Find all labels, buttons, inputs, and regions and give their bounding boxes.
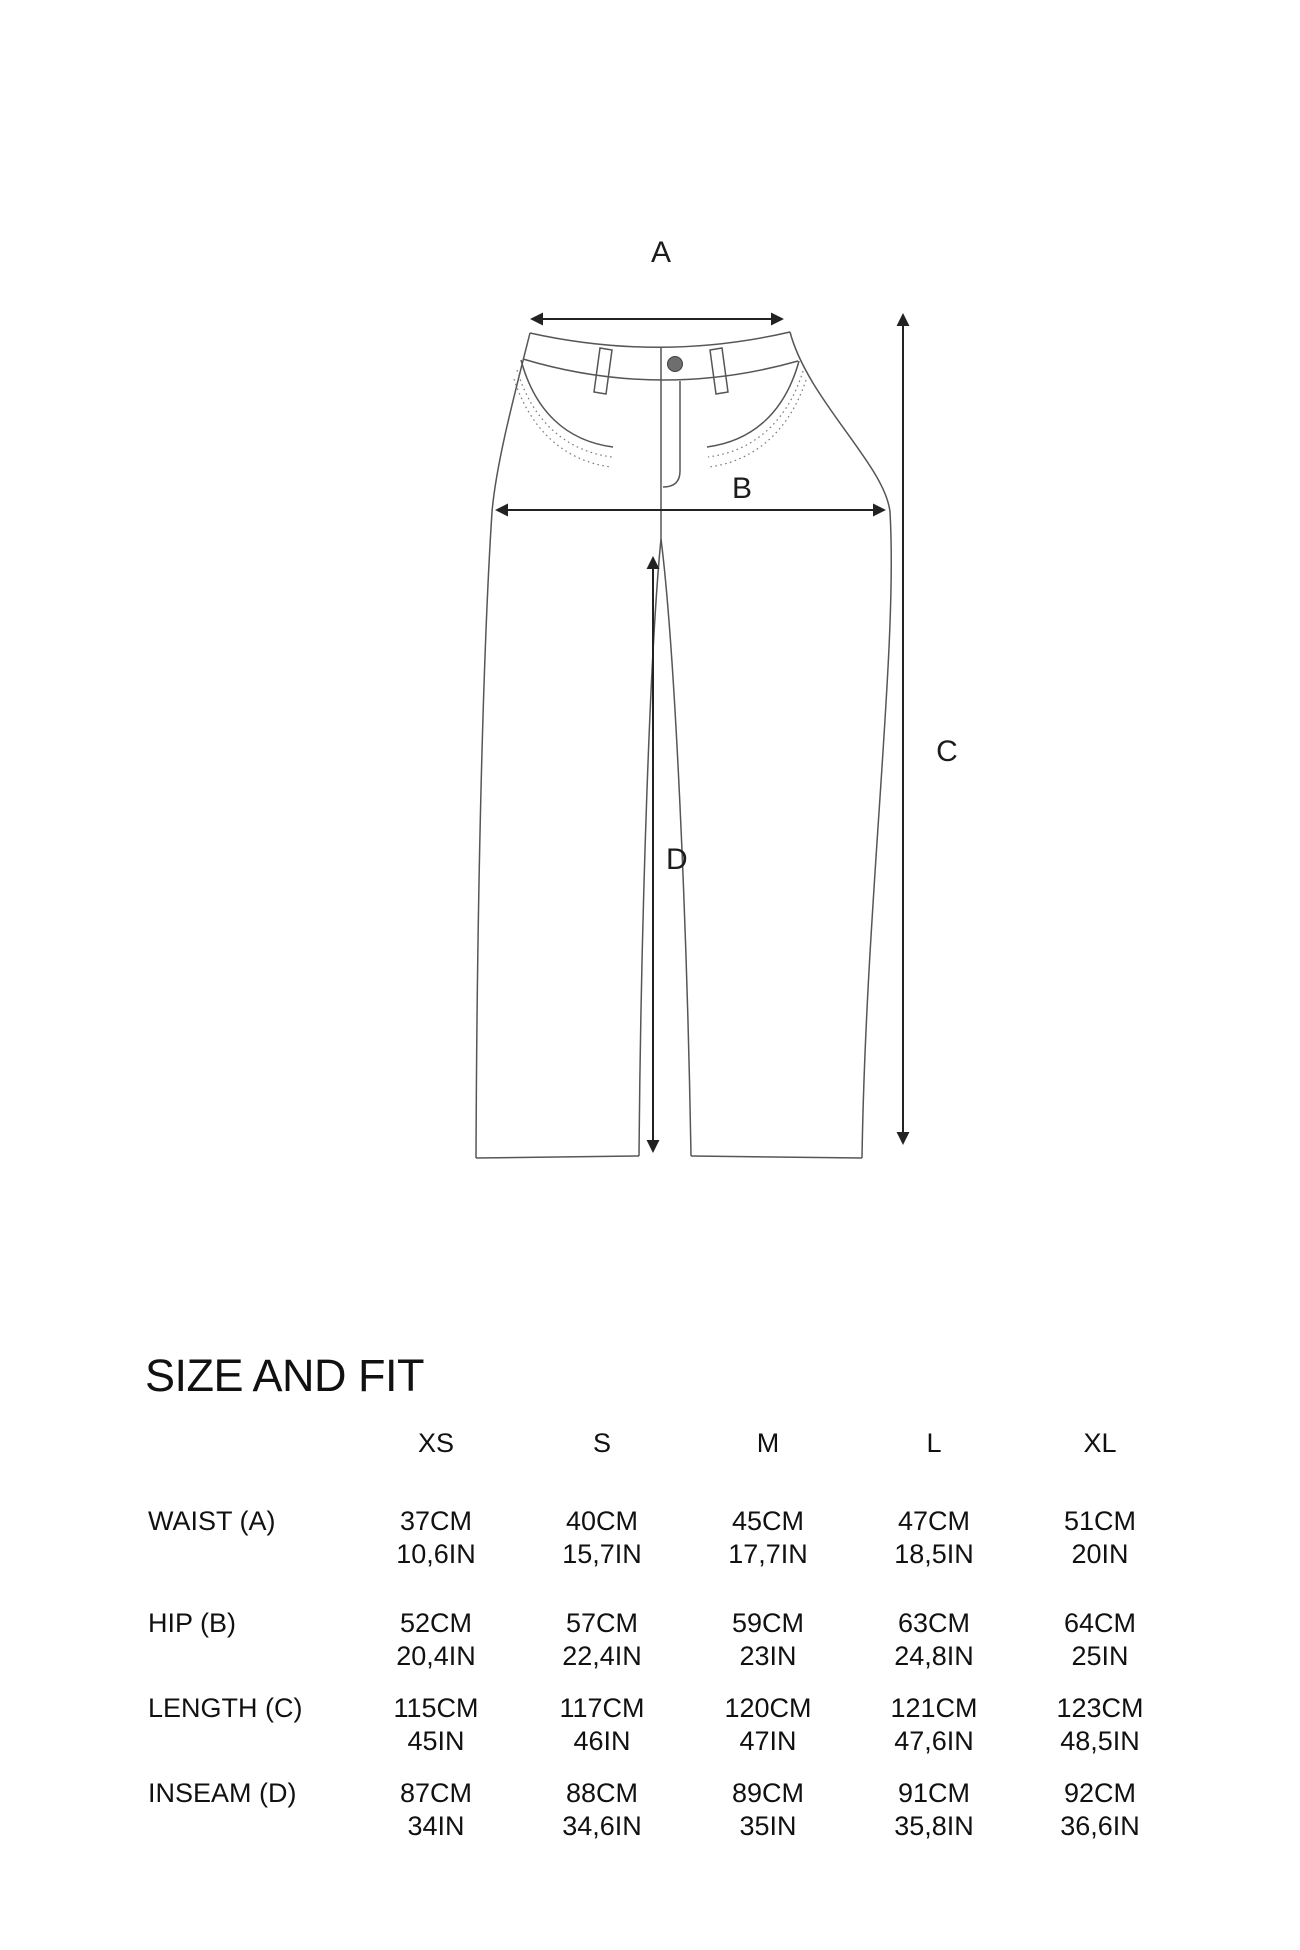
measurement-cell (353, 1692, 519, 1758)
cm-value: 121CM (890, 1693, 978, 1723)
in-value: 20,4IN (396, 1641, 476, 1671)
cm-value: 117CM (559, 1693, 645, 1723)
row-label-length: LENGTH (C) (148, 1693, 303, 1723)
in-value: 34IN (407, 1811, 465, 1841)
measurement-cell (519, 1607, 685, 1673)
measurement-cell (1017, 1692, 1183, 1758)
size-header-row (353, 1428, 1183, 1459)
page-title: SIZE AND FIT (145, 1350, 425, 1401)
size-column-header-l: L (926, 1428, 942, 1458)
cm-value: 37CM (399, 1506, 473, 1536)
measurement-cell (353, 1607, 519, 1673)
measurement-label-length: C (936, 735, 958, 768)
left-inseam (639, 539, 661, 1156)
cm-value: 89CM (731, 1778, 805, 1808)
left-belt-loop (594, 348, 612, 394)
measurement-cell (1017, 1607, 1183, 1673)
cm-value: 120CM (724, 1693, 812, 1723)
in-value: 25IN (1071, 1641, 1129, 1671)
pants-technical-drawing (350, 220, 1000, 1170)
cm-value: 57CM (565, 1608, 639, 1638)
in-value: 18,5IN (894, 1539, 974, 1569)
table-row-hip (148, 1607, 1183, 1673)
in-value: 48,5IN (1060, 1726, 1140, 1756)
left-pocket-opening (521, 360, 613, 447)
cm-value: 91CM (897, 1778, 971, 1808)
cm-value: 59CM (731, 1608, 805, 1638)
in-value: 35,8IN (894, 1811, 974, 1841)
left-hem (476, 1156, 639, 1158)
cm-value: 87CM (399, 1778, 473, 1808)
row-label-waist: WAIST (A) (148, 1506, 276, 1536)
in-value: 47,6IN (894, 1726, 974, 1756)
measurement-label-inseam: D (666, 843, 688, 876)
size-column-header-xl: XL (1083, 1428, 1117, 1458)
cm-value: 123CM (1056, 1693, 1144, 1723)
table-row-length (148, 1692, 1183, 1758)
pants-outline (476, 332, 891, 1158)
cm-value: 92CM (1063, 1778, 1137, 1808)
in-value: 23IN (739, 1641, 797, 1671)
cm-value: 47CM (897, 1506, 971, 1536)
measurement-cell (685, 1692, 851, 1758)
right-pocket-opening (707, 361, 799, 447)
in-value: 47IN (739, 1726, 797, 1756)
measurement-cell (1017, 1777, 1183, 1843)
right-outer-seam (790, 332, 891, 1158)
cm-value: 115CM (393, 1693, 479, 1723)
measurement-cell (685, 1607, 851, 1673)
in-value: 17,7IN (728, 1539, 808, 1569)
left-outer-seam (476, 333, 530, 1158)
cm-value: 52CM (399, 1608, 473, 1638)
measurement-cell (685, 1505, 851, 1571)
in-value: 35IN (739, 1811, 797, 1841)
in-value: 10,6IN (396, 1539, 476, 1569)
measurement-cell (851, 1505, 1017, 1571)
measurement-cell (685, 1777, 851, 1843)
table-row-inseam (148, 1777, 1183, 1843)
measurement-cell (353, 1777, 519, 1843)
measurement-cell (519, 1777, 685, 1843)
in-value: 34,6IN (562, 1811, 642, 1841)
in-value: 46IN (573, 1726, 631, 1756)
in-value: 45IN (407, 1726, 465, 1756)
table-row-waist (148, 1505, 1183, 1571)
measurement-cell (1017, 1505, 1183, 1571)
measurement-cell (851, 1777, 1017, 1843)
pocket-stitching (514, 370, 806, 467)
row-label-inseam: INSEAM (D) (148, 1778, 297, 1808)
measurement-cell (353, 1505, 519, 1571)
cm-value: 64CM (1063, 1608, 1137, 1638)
cm-value: 45CM (731, 1506, 805, 1536)
measurement-cell (851, 1692, 1017, 1758)
right-belt-loop (710, 348, 728, 394)
fly-stitch (663, 381, 680, 487)
in-value: 15,7IN (562, 1539, 642, 1569)
in-value: 22,4IN (562, 1641, 642, 1671)
waist-button (668, 357, 683, 372)
measurement-cell (851, 1607, 1017, 1673)
measurement-label-waist: A (650, 236, 672, 269)
measurement-label-hip: B (731, 472, 753, 505)
size-column-header-m: M (756, 1428, 780, 1458)
in-value: 20IN (1071, 1539, 1129, 1569)
cm-value: 40CM (565, 1506, 639, 1536)
right-hem (691, 1156, 862, 1158)
in-value: 24,8IN (894, 1641, 974, 1671)
row-label-hip: HIP (B) (148, 1608, 237, 1638)
measurement-cell (519, 1692, 685, 1758)
cm-value: 88CM (565, 1778, 639, 1808)
size-column-header-xs: XS (417, 1428, 455, 1458)
waistband-top (530, 332, 790, 347)
size-column-header-s: S (592, 1428, 611, 1458)
cm-value: 51CM (1063, 1506, 1137, 1536)
measurement-cell (519, 1505, 685, 1571)
cm-value: 63CM (897, 1608, 971, 1638)
in-value: 36,6IN (1060, 1811, 1140, 1841)
